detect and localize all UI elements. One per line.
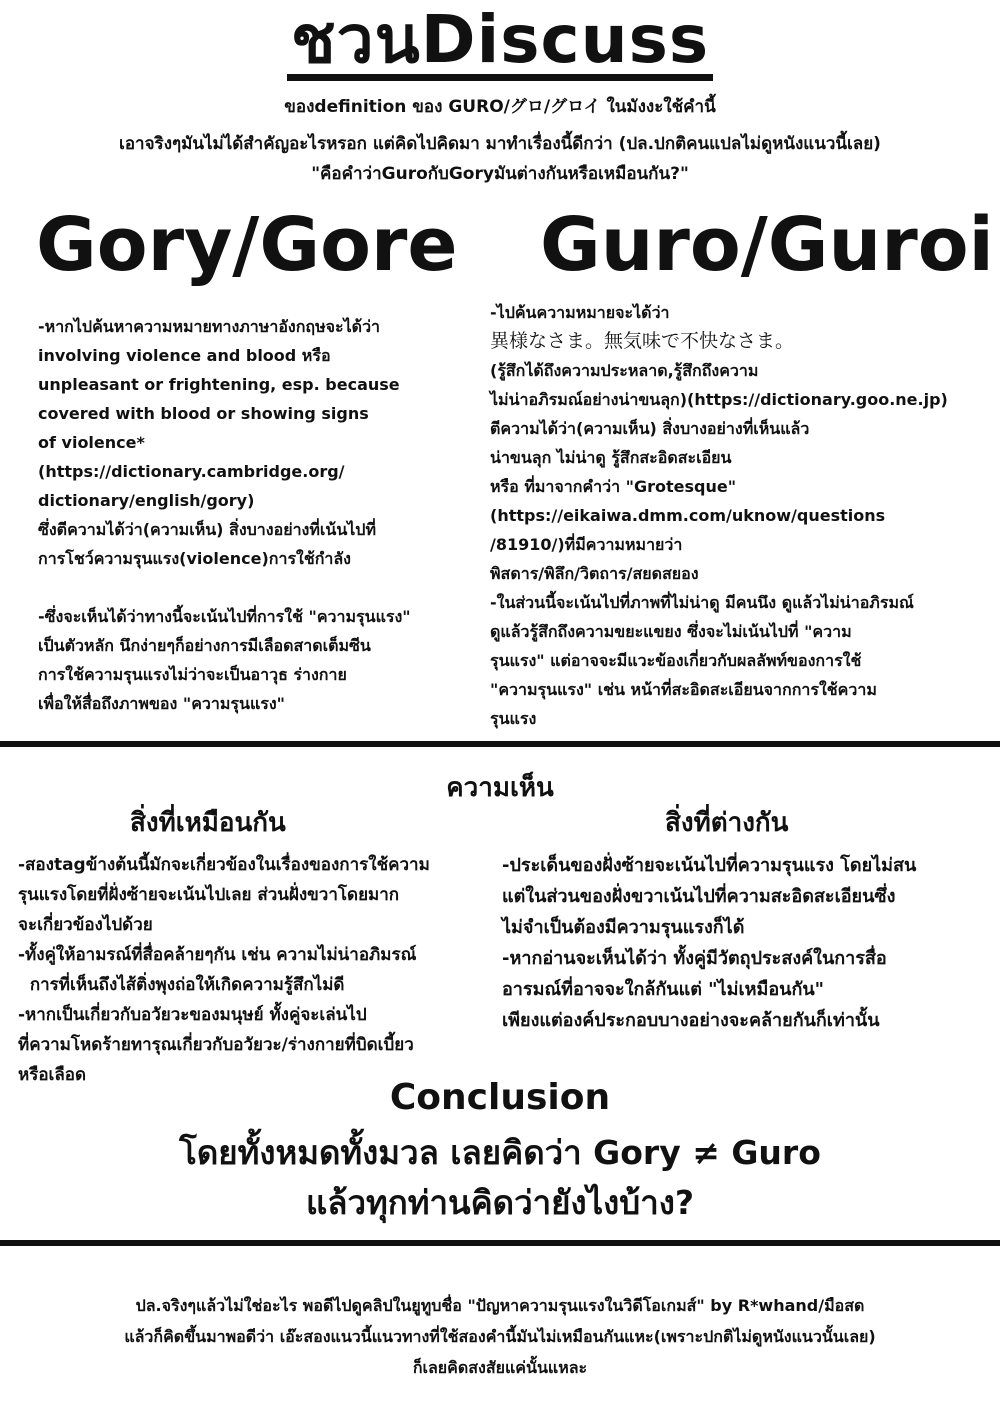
text-line: เพื่อให้สื่อถึงภาพของ "ความรุนแรง" bbox=[38, 694, 286, 713]
text-line: ไม่น่าอภิรมณ์อย่างน่าขนลุก)(https://dictionary.goo.ne.jp) bbox=[490, 390, 948, 409]
text-line: พิสดาร/พิลึก/วิตถาร/สยดสยอง bbox=[490, 564, 699, 583]
conclusion-heading: Conclusion bbox=[389, 1077, 611, 1118]
text-line: รุนแรง bbox=[490, 709, 537, 728]
guro-heading: Guro/Guroi bbox=[540, 202, 994, 288]
text-line: "ความรุนแรง" เช่น หน้าที่สะอิดสะเอียนจากการใช้ความ bbox=[490, 680, 877, 699]
diff-heading: สิ่งที่ต่างกัน bbox=[665, 808, 789, 838]
text-line: -หากเป็นเกี่ยวกับอวัยวะของมนุษย์ ทั้งคู่จะเล่นไป bbox=[18, 1005, 367, 1025]
text-line: (https://eikaiwa.dmm.com/uknow/questions bbox=[490, 506, 886, 525]
text-line: unpleasant or frightening, esp. because bbox=[38, 375, 400, 394]
text-line: การใช้ความรุนแรงไม่ว่าจะเป็นอาวุธ ร่างกาย bbox=[38, 665, 347, 684]
gory-heading: Gory/Gore bbox=[36, 202, 458, 288]
title-wrap bbox=[0, 1, 1000, 81]
text-line: เพียงแต่องค์ประกอบบางอย่างจะคล้ายกันก็เท่านั้น bbox=[502, 1010, 880, 1031]
text-line: ซึ่งตีความได้ว่า(ความเห็น) สิ่งบางอย่างที่เน้นไปที่ bbox=[38, 520, 377, 539]
text-line: -ประเด็นของฝั่งซ้ายจะเน้นไปที่ความรุนแรง โดยไม่สน bbox=[502, 855, 917, 876]
same-heading: สิ่งที่เหมือนกัน bbox=[130, 808, 286, 838]
text-line: ดูแล้วรู้สึกถึงความขยะแขยง ซึ่งจะไม่เน้นไปที่ "ความ bbox=[490, 622, 852, 641]
divider bbox=[0, 741, 1000, 747]
text-line: -หากไปค้นหาความหมายทางภาษาอังกฤษจะได้ว่า bbox=[38, 317, 381, 336]
text-line: covered with blood or showing signs bbox=[38, 404, 369, 423]
divider bbox=[0, 1240, 1000, 1246]
text-line: เป็นตัวหลัก นึกง่ายๆก็อย่างการมีเลือดสาดเต็มซีน bbox=[38, 636, 371, 655]
text-line: รุนแรงโดยที่ฝั่งซ้ายจะเน้นไปเลย ส่วนฝั่งขวาโดยมาก bbox=[18, 885, 400, 905]
text-line: (https://dictionary.cambridge.org/ bbox=[38, 462, 345, 481]
text-line: dictionary/english/gory) bbox=[38, 491, 255, 510]
differences-list bbox=[502, 850, 916, 1036]
text-line: (รู้สึกได้ถึงความประหลาด,รู้สึกถึงความ bbox=[490, 361, 759, 380]
text-line: of violence* bbox=[38, 433, 145, 452]
text-line: ปล.จริงๆแล้วไม่ใช่อะไร พอดีไปดูคลิปในยูทูบชื่อ "ปัญหาความรุนแรงในวิดีโอเกมส์" by R*whand/มือสด bbox=[135, 1296, 865, 1315]
footnote bbox=[0, 1290, 1000, 1383]
page-title: ชวนDiscuss bbox=[287, 6, 713, 81]
text-line: แต่ในส่วนของฝั่งขวาเน้นไปที่ความสะอิดสะเอียนซึ่ง bbox=[502, 886, 896, 907]
text-line: involving violence and blood หรือ bbox=[38, 346, 331, 365]
text-line: รุนแรง" แต่อาจจะมีแวะข้องเกี่ยวกับผลลัพท์ของการใช้ bbox=[490, 651, 862, 670]
text-line: -ในส่วนนี้จะเน้นไปที่ภาพที่ไม่น่าดู มีคนนึง ดูแล้วไม่น่าอภิรมณ์ bbox=[490, 593, 914, 612]
text-line: แล้วก็คิดขึ้นมาพอดีว่า เอ๊ะสองแนวนี้แนวทางที่ใช้สองคำนี้มันไม่เหมือนกันแหะ(เพราะปกติไม่ดูหนังแนวนั้นเลย) bbox=[124, 1327, 876, 1346]
text-line: การโชว์ความรุนแรง(violence)การใช้กำลัง bbox=[38, 549, 351, 568]
text-line: ที่ความโหดร้ายทารุณเกี่ยวกับอวัยวะ/ร่างกายที่บิดเบี้ยว bbox=[18, 1035, 414, 1055]
japanese-definition: 異様なさま。無気味で不快なさま。 bbox=[490, 330, 795, 352]
text-line: -สองtagข้างต้นนี้มักจะเกี่ยวข้องในเรื่องของการใช้ความ bbox=[18, 855, 430, 875]
text-line: -ทั้งคู่ให้อามรณ์ที่สื่อคล้ายๆกัน เช่น ความไม่น่าอภิมรณ์ bbox=[18, 945, 417, 965]
spacer bbox=[38, 573, 488, 602]
opinion-heading: ความเห็น bbox=[446, 773, 554, 803]
intro-line-1: เอาจริงๆมันไม่ได้สำคัญอะไรหรอก แต่คิดไปคิดมา มาทำเรื่องนี้ดีกว่า (ปล.ปกติคนแปลไม่ดูหนังแนวนี้เลย) bbox=[119, 134, 881, 154]
text-line: -ไปค้นความหมายจะได้ว่า bbox=[490, 303, 670, 322]
conclusion-line-1: โดยทั้งหมดทั้งมวล เลยคิดว่า Gory ≠ Guro bbox=[179, 1133, 821, 1172]
text-line: หรือ ที่มาจากคำว่า "Grotesque" bbox=[490, 477, 737, 496]
similarities-list bbox=[18, 850, 430, 1090]
guro-definition bbox=[490, 298, 995, 733]
text-line: อารมณ์ที่อาจจะใกล้กันแต่ "ไม่เหมือนกัน" bbox=[502, 979, 825, 1000]
text-line: หรือเลือด bbox=[18, 1065, 87, 1085]
text-line: /81910/)ที่มีความหมายว่า bbox=[490, 535, 683, 554]
text-line: ก็เลยคิดสงสัยแค่นั้นแหละ bbox=[412, 1358, 588, 1377]
text-line: ตีความได้ว่า(ความเห็น) สิ่งบางอย่างที่เห็นแล้ว bbox=[490, 419, 810, 438]
conclusion-line-2: แล้วทุกท่านคิดว่ายังไงบ้าง? bbox=[305, 1183, 695, 1222]
text-line: -หากอ่านจะเห็นได้ว่า ทั้งคู่มีวัตถุประสงค์ในการสื่อ bbox=[502, 948, 887, 969]
gory-definition bbox=[38, 312, 488, 718]
intro-line-2: "คือคำว่าGuroกับGoryมันต่างกันหรือเหมือนกัน?" bbox=[311, 164, 689, 184]
text-line: ไม่จำเป็นต้องมีความรุนแรงก็ได้ bbox=[502, 917, 745, 938]
text-line: น่าขนลุก ไม่น่าดู รู้สึกสะอิดสะเอียน bbox=[490, 448, 732, 467]
text-line: การที่เห็นถึงไส้ติ่งพุงถ่อให้เกิดความรู้สึกไม่ดี bbox=[18, 975, 345, 995]
text-line: -ซึ่งจะเห็นได้ว่าทางนี้จะเน้นไปที่การใช้ "ความรุนแรง" bbox=[38, 607, 411, 626]
text-line: จะเกี่ยวข้องไปด้วย bbox=[18, 915, 153, 935]
subtitle: ของdefinition ของ GURO/グロ/グロイ ในมังงะใช้คำนี้ bbox=[284, 97, 716, 117]
